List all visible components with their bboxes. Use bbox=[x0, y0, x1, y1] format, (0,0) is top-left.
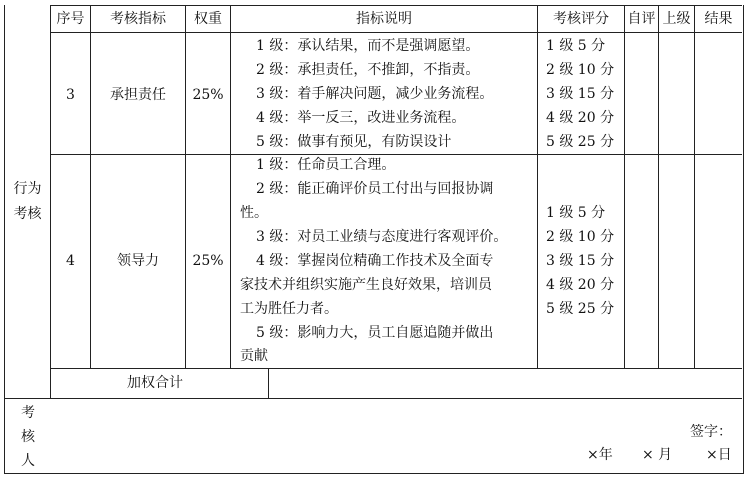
row3-desc-line: 3 级：着手解决问题，减少业务流程。 bbox=[256, 86, 494, 102]
header-weight: 权重 bbox=[194, 11, 222, 27]
row3-score-line: 5 级 25 分 bbox=[546, 134, 615, 150]
row4-weight: 25% bbox=[192, 253, 224, 269]
total-label: 加权合计 bbox=[127, 375, 183, 391]
rule-col-score bbox=[624, 5, 625, 368]
header-indicator: 考核指标 bbox=[110, 11, 166, 27]
header-superior: 上级 bbox=[662, 11, 691, 27]
row3-desc-line: 1 级：承认结果，而不是强调愿望。 bbox=[256, 38, 480, 54]
row3-desc-line: 2 级：承担责任，不推卸，不指责。 bbox=[256, 62, 480, 78]
rule-row3-bottom bbox=[50, 154, 742, 155]
rule-col-superior bbox=[694, 5, 695, 368]
row4-desc-line: 5 级：影响力大，员工自愿追随并做出 bbox=[256, 325, 494, 341]
row4-indicator: 领导力 bbox=[117, 253, 159, 269]
rule-total-bottom bbox=[4, 398, 742, 399]
row4-seq: 4 bbox=[66, 253, 75, 269]
row3-indicator: 承担责任 bbox=[110, 87, 166, 103]
row4-desc-line: 贡献 bbox=[240, 348, 268, 364]
header-self: 自评 bbox=[627, 11, 656, 27]
row3-desc-line: 4 级：举一反三，改进业务流程。 bbox=[256, 110, 466, 126]
reviewer-label-char: 核 bbox=[21, 429, 35, 445]
row4-desc-line: 工为胜任力者。 bbox=[240, 301, 338, 317]
row4-desc-line: 1 级：任命员工合理。 bbox=[256, 157, 396, 173]
header-score: 考核评分 bbox=[553, 11, 609, 27]
rule-top bbox=[50, 5, 742, 6]
rule-col-seq bbox=[90, 5, 91, 368]
row3-weight: 25% bbox=[192, 87, 224, 103]
rule-col-self bbox=[658, 5, 659, 368]
row3-score-line: 2 级 10 分 bbox=[546, 62, 615, 78]
signature-label: 签字： bbox=[690, 424, 732, 440]
row4-desc-line: 家技术并组织实施产生良好效果，培训员 bbox=[240, 277, 492, 293]
row4-score-line: 1 级 5 分 bbox=[546, 205, 606, 221]
rule-header-bottom bbox=[50, 32, 742, 33]
row3-desc-line: 5 级：做事有预见，有防误设计 bbox=[256, 134, 452, 150]
row3-seq: 3 bbox=[66, 87, 75, 103]
signature-day: ×日 bbox=[706, 447, 732, 463]
category-label-line2: 考核 bbox=[13, 206, 42, 222]
header-result: 结果 bbox=[704, 11, 733, 27]
reviewer-label-char: 考 bbox=[21, 405, 35, 421]
signature-year: ×年 bbox=[587, 447, 613, 463]
rule-col-indicator bbox=[185, 5, 186, 368]
row4-score-line: 5 级 25 分 bbox=[546, 301, 615, 317]
header-seq: 序号 bbox=[56, 11, 85, 27]
rule-col-description bbox=[537, 5, 538, 368]
row4-desc-line: 性。 bbox=[240, 205, 268, 221]
rule-total-separator bbox=[268, 368, 269, 398]
row3-score-line: 1 级 5 分 bbox=[546, 38, 606, 54]
rule-row4-bottom bbox=[50, 368, 742, 369]
reviewer-label-char: 人 bbox=[21, 453, 35, 469]
rule-col-category bbox=[50, 5, 51, 398]
header-description: 指标说明 bbox=[356, 11, 412, 27]
rule-col-weight bbox=[230, 5, 231, 368]
row4-desc-line: 2 级：能正确评价员工付出与回报协调 bbox=[256, 181, 494, 197]
row4-desc-line: 4 级：掌握岗位精确工作技术及全面专 bbox=[256, 253, 494, 269]
row3-score-line: 3 级 15 分 bbox=[546, 86, 615, 102]
category-label-line1: 行为 bbox=[13, 181, 42, 197]
row4-score-line: 3 级 15 分 bbox=[546, 253, 615, 269]
row4-desc-line: 3 级：对员工业绩与态度进行客观评价。 bbox=[256, 229, 508, 245]
row4-score-line: 4 级 20 分 bbox=[546, 277, 615, 293]
signature-month: × 月 bbox=[642, 447, 673, 463]
row4-score-line: 2 级 10 分 bbox=[546, 229, 615, 245]
row3-score-line: 4 级 20 分 bbox=[546, 110, 615, 126]
